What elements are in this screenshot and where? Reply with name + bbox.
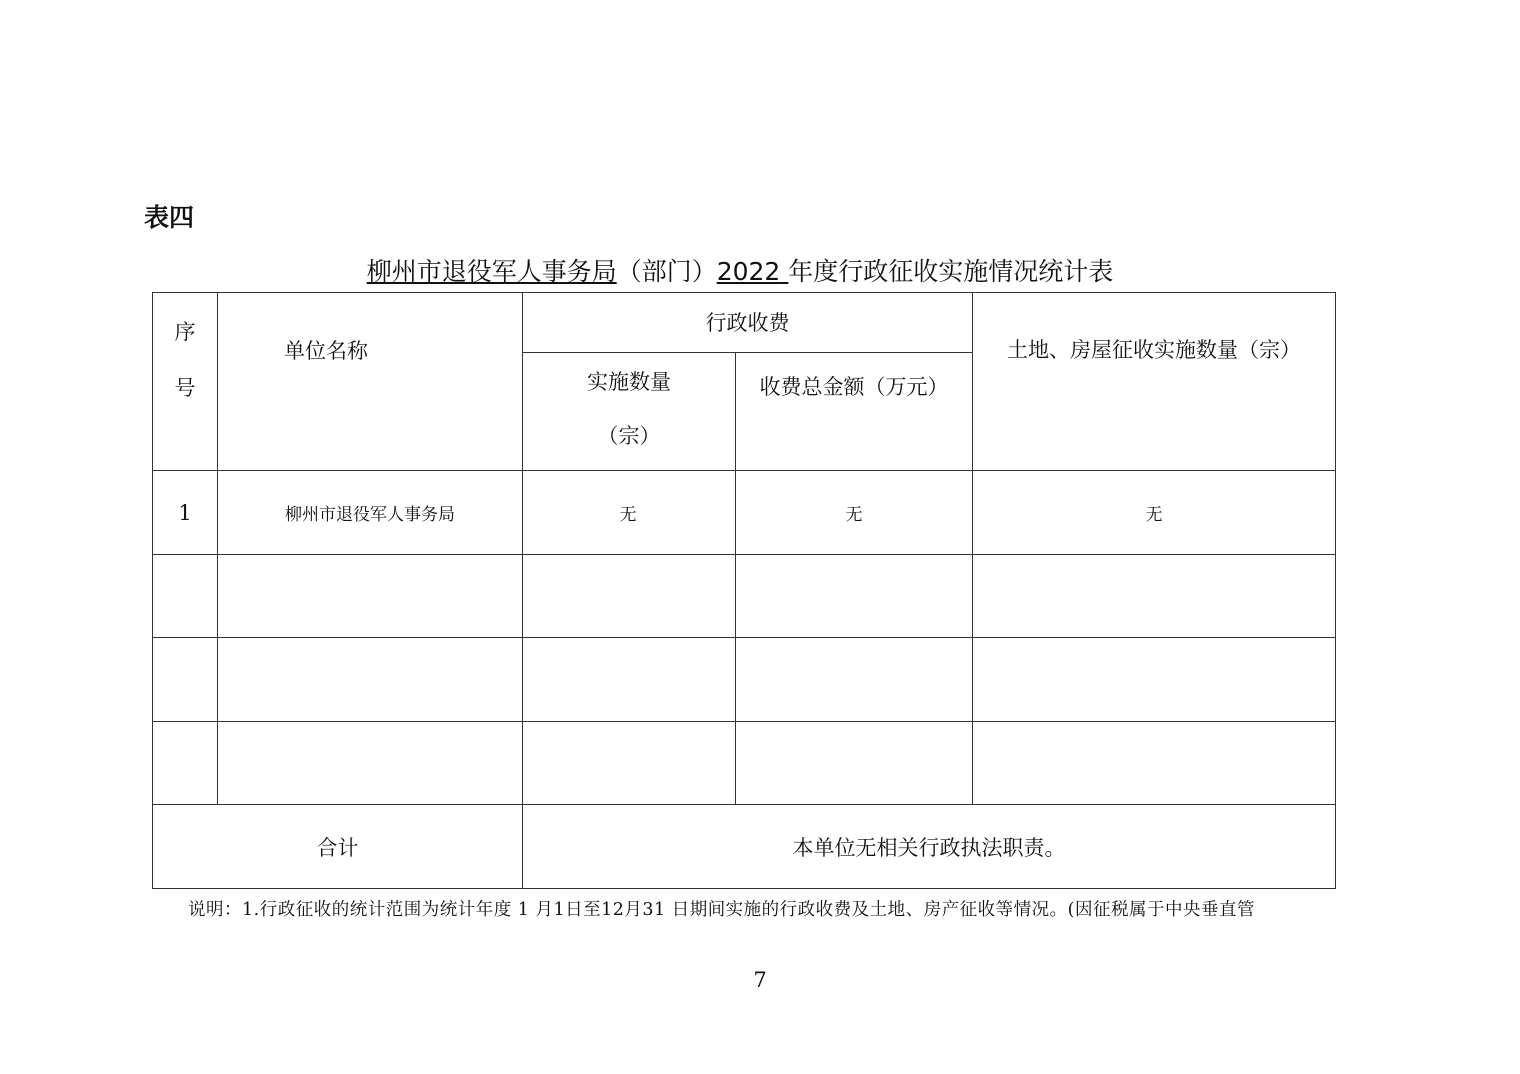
row-1-name: 柳州市退役军人事务局 [218,471,523,555]
row-4-land [973,722,1336,805]
row-2-land [973,555,1336,638]
footnote: 说明：1.行政征收的统计范围为统计年度 1 月1日至12月31 日期间实施的行政收费及土地、房产征收等情况。(因征税属于中央垂直管 [188,900,1256,920]
title-department-suffix: （部门） [616,257,717,286]
header-total-amount: 收费总金额（万元） [736,353,973,471]
row-2-amount [736,555,973,638]
header-seq [153,293,218,471]
title-department: 柳州市退役军人事务局 [366,257,617,286]
row-3-land [973,638,1336,722]
row-1-impl-count: 无 [523,471,736,555]
row-1-amount: 无 [736,471,973,555]
document-title [0,252,1480,292]
total-label: 合计 [153,805,523,889]
total-value: 本单位无相关行政执法职责。 [523,805,1336,889]
header-land-house: 土地、房屋征收实施数量（宗） [973,293,1336,471]
row-3-name [218,638,523,722]
row-4-amount [736,722,973,805]
table-label: 表四 [144,203,195,232]
statistics-table [152,292,1336,889]
row-2-name [218,555,523,638]
row-4-name [218,722,523,805]
page-number: 7 [753,968,767,992]
row-1-seq: 1 [153,471,218,555]
header-admin-fee: 行政收费 [523,293,973,353]
row-1-land: 无 [973,471,1336,555]
row-3-amount [736,638,973,722]
row-4-seq [153,722,218,805]
title-year: 2022 [716,257,781,286]
row-3-seq [153,638,218,722]
row-4-impl-count [523,722,736,805]
row-2-impl-count [523,555,736,638]
header-seq-label: 序号 [174,319,196,400]
header-impl-count [523,353,736,471]
header-impl-count-label: 实施数量（宗） [587,369,671,448]
header-unit-name: 单位名称 [218,293,523,471]
row-2-seq [153,555,218,638]
row-3-impl-count [523,638,736,722]
title-rest: 年度行政征收实施情况统计表 [788,257,1114,286]
